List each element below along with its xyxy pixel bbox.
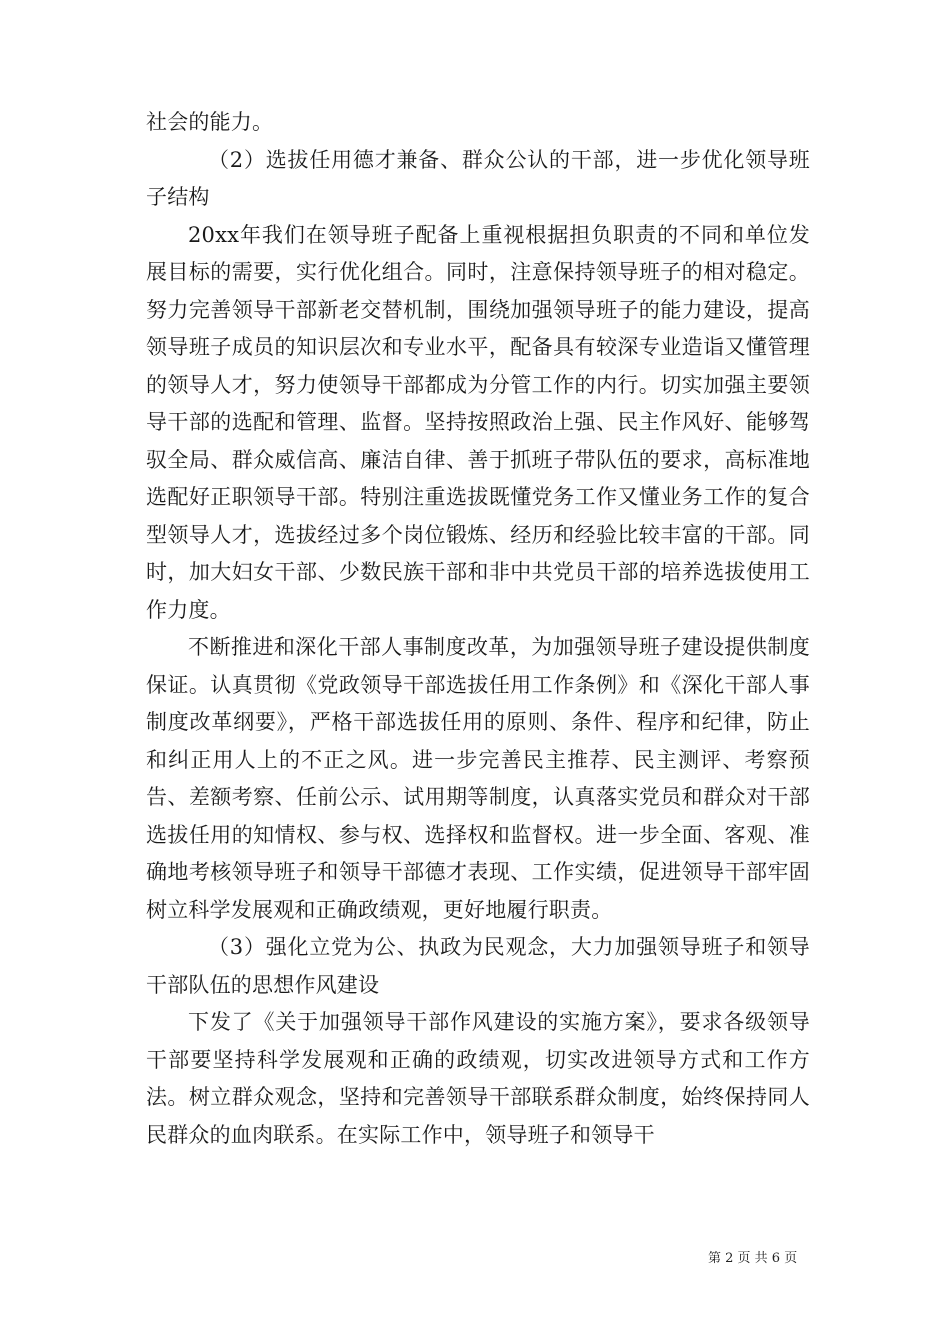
section-heading-3: （3）强化立党为公、执政为民观念，大力加强领导班子和领导干部队伍的思想作风建设 (146, 935, 810, 997)
paragraph-continuation: 社会的能力。 (146, 110, 274, 134)
paragraph-leadership-structure: 20xx年我们在领导班子配备上重视根据担负职责的不同和单位发展目标的需要，实行优化组合。同时，注意保持领导班子的相对稳定。努力完善领导干部新老交替机制，围绕加强领导班子的能力建设，提高领导班子成员的知识层次和专业水平，配备具有较深专业造诣又懂管理的领导人才，努力使领导干部都成为分管工作的内行。切实加强主要领导干部的选配和管理、监督。坚持按照政治上强、民主作风好、能够驾驭全局、群众威信高、廉洁自律、善于抓班子带队伍的要求，高标准地选配好正职领导干部。特别注重选拔既懂党务工作又懂业务工作的复合型领导人才，选拔经过多个岗位锻炼、经历和经验比较丰富的干部。同时，加大妇女干部、少数民族干部和非中共党员干部的培养选拔使用工作力度。 (146, 222, 810, 622)
section-heading-2: （2）选拔任用德才兼备、群众公认的干部，进一步优化领导班子结构 (146, 147, 810, 209)
document-body (146, 104, 810, 1154)
page-number-footer: 第 2 页 共 6 页 (708, 1251, 798, 1266)
paragraph-personnel-reform: 不断推进和深化干部人事制度改革，为加强领导班子建设提供制度保证。认真贯彻《党政领导干部选拔任用工作条例》和《深化干部人事制度改革纲要》，严格干部选拔任用的原则、条件、程序和纪律，防止和纠正用人上的不正之风。进一步完善民主推荐、民主测评、考察预告、差额考察、任前公示、试用期等制度，认真落实党员和群众对干部选拔任用的知情权、参与权、选择权和监督权。进一步全面、客观、准确地考核领导班子和领导干部德才表现、工作实绩，促进领导干部牢固树立科学发展观和正确政绩观，更好地履行职责。 (146, 635, 810, 922)
paragraph-work-style: 下发了《关于加强领导干部作风建设的实施方案》，要求各级领导干部要坚持科学发展观和正确的政绩观，切实改进领导方式和工作方法。树立群众观念，坚持和完善领导干部联系群众制度，始终保持同人民群众的血肉联系。在实际工作中，领导班子和领导干 (146, 1010, 810, 1147)
